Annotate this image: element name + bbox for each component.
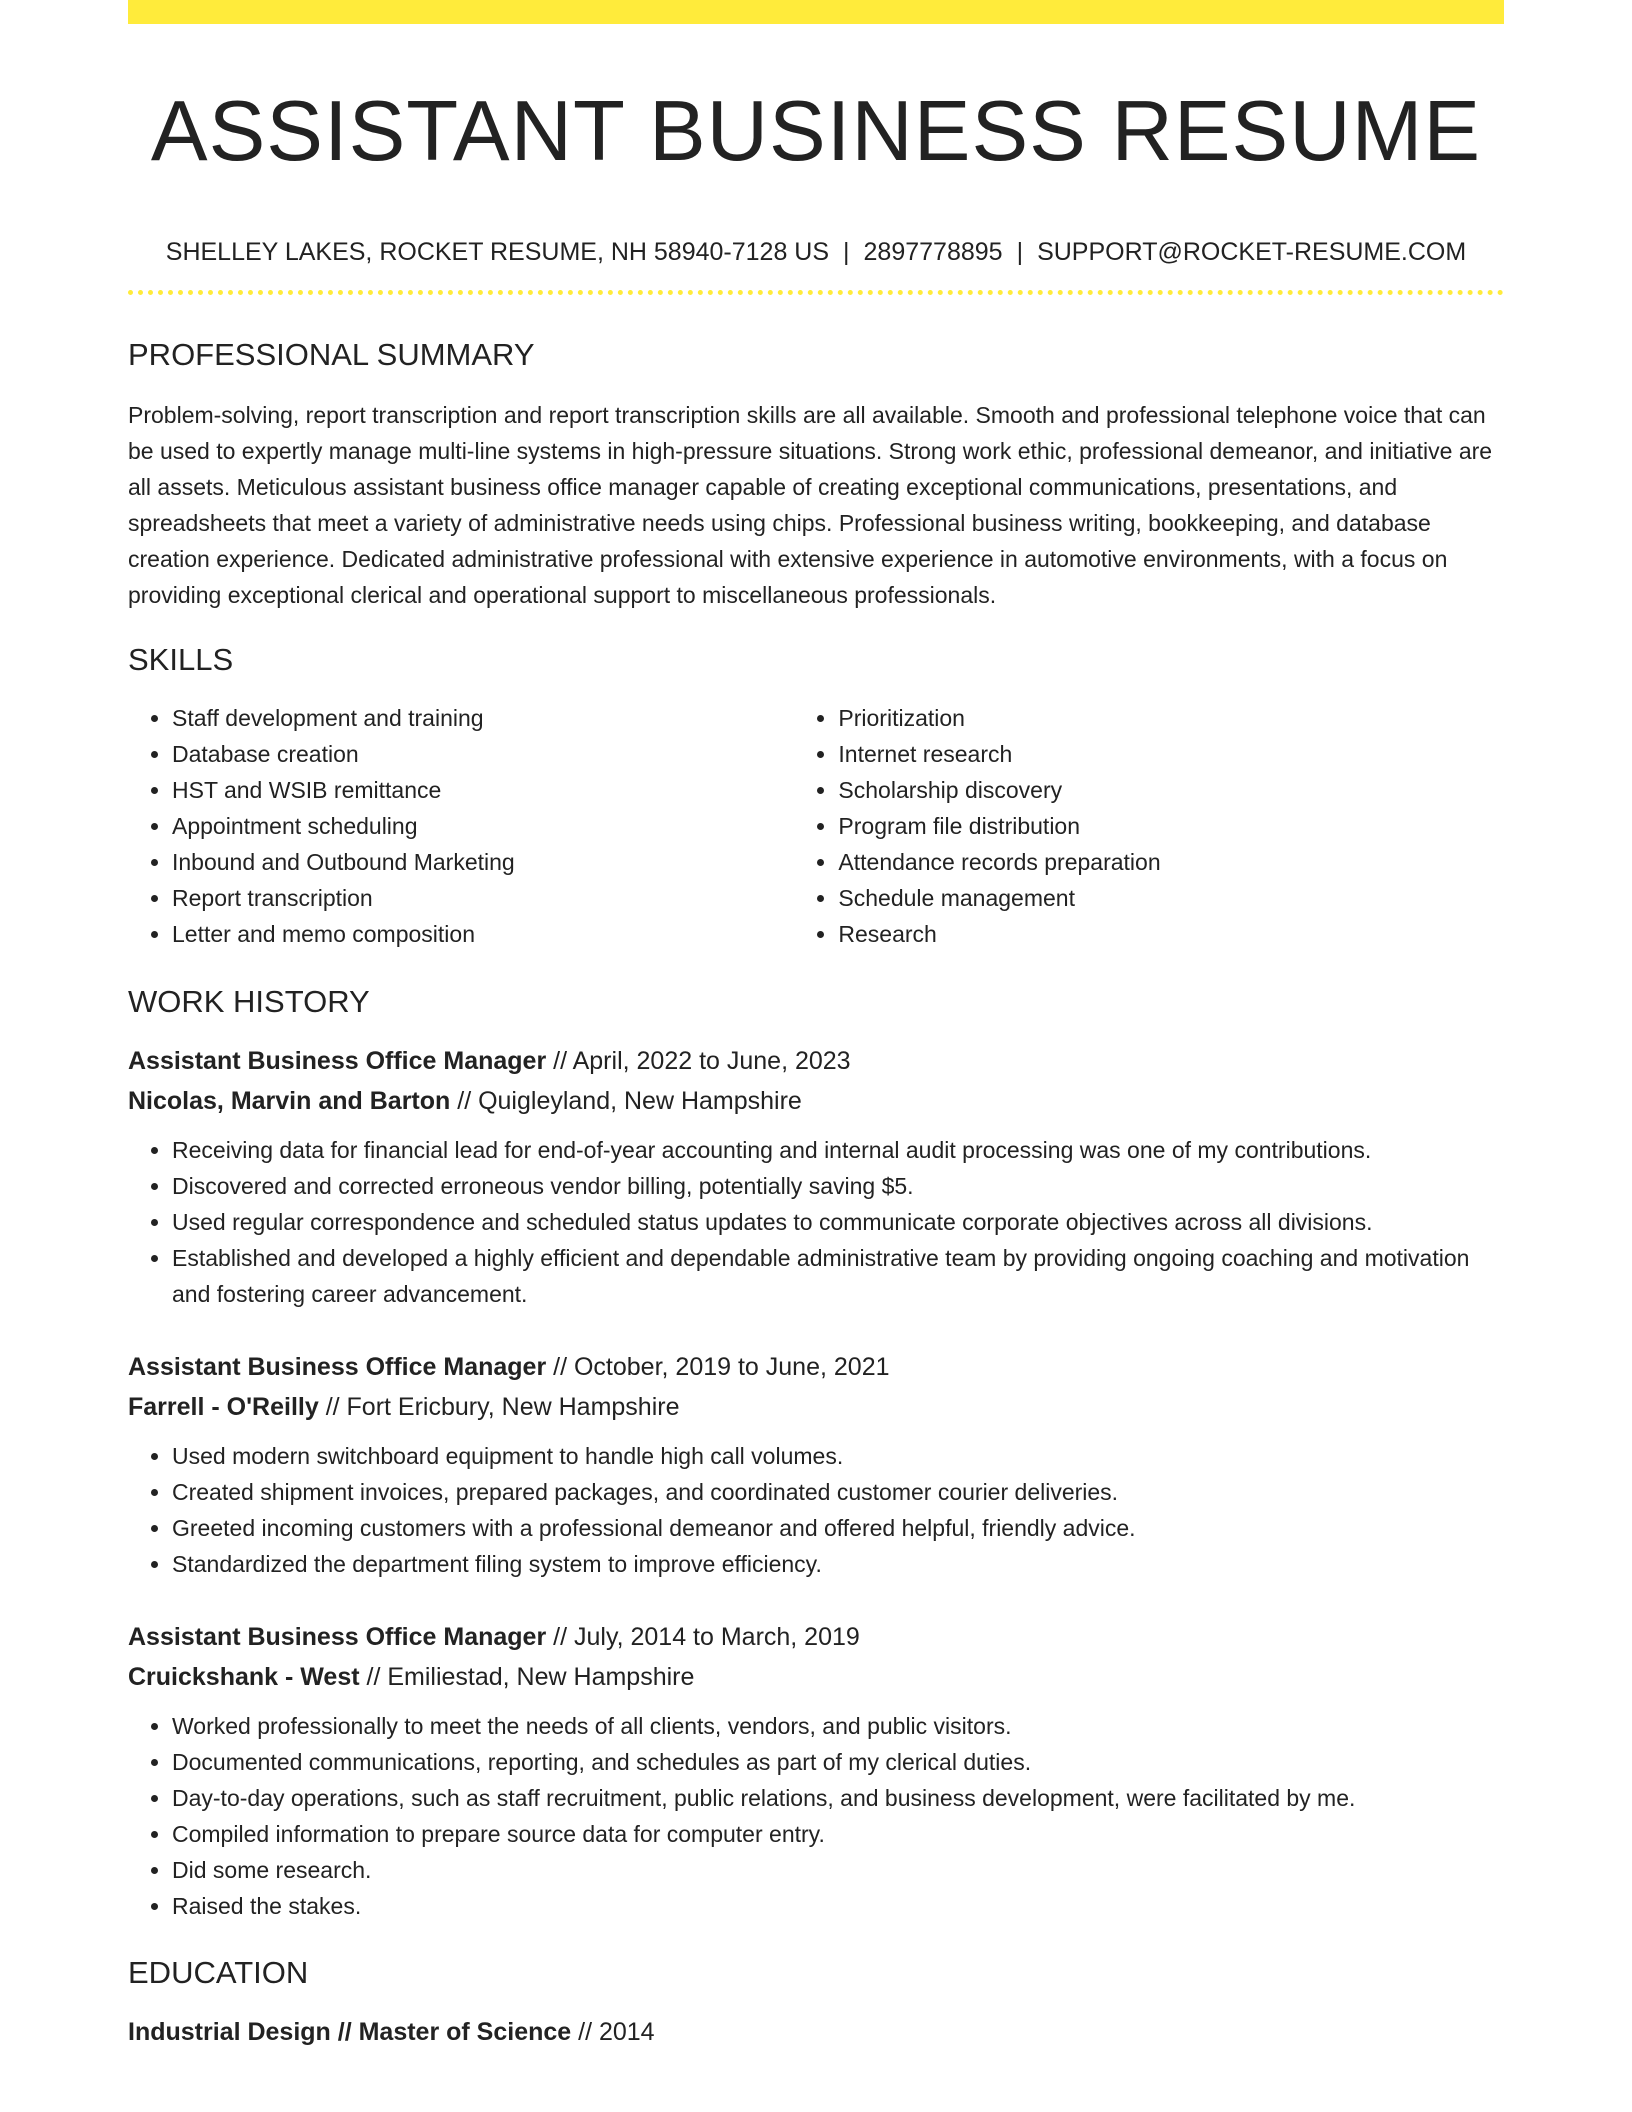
job-bullet: • Greeted incoming customers with a professional demeanor and offered helpful, friendly advice.: [172, 1510, 1504, 1546]
skills-heading: SKILLS: [128, 642, 234, 677]
skill-item: • HST and WSIB remittance: [172, 772, 794, 808]
resume-page: [128, 0, 1504, 2052]
job-title: Assistant Business Office Manager: [128, 1353, 547, 1381]
skill-item: • Report transcription: [172, 880, 794, 916]
skill-item: • Appointment scheduling: [172, 808, 794, 844]
summary-heading: PROFESSIONAL SUMMARY: [128, 337, 535, 372]
skill-item: • Attendance records preparation: [838, 844, 1504, 880]
job-company: Nicolas, Marvin and Barton: [128, 1087, 451, 1115]
job-entry: [128, 1617, 1504, 1924]
job-company: Farrell - O'Reilly: [128, 1393, 319, 1421]
job-title-line: [128, 1041, 1504, 1081]
work-history-heading: WORK HISTORY: [128, 984, 370, 1019]
skill-item: • Scholarship discovery: [838, 772, 1504, 808]
job-title: Assistant Business Office Manager: [128, 1623, 547, 1651]
job-title-line: [128, 1617, 1504, 1657]
job-entry: [128, 1041, 1504, 1312]
job-location: // Quigleyland, New Hampshire: [450, 1087, 802, 1115]
job-bullet: • Documented communications, reporting, and schedules as part of my clerical duties.: [172, 1744, 1504, 1780]
contact-separator: |: [1016, 238, 1024, 266]
education-year: // 2014: [571, 2018, 655, 2046]
job-bullet: • Used modern switchboard equipment to handle high call volumes.: [172, 1438, 1504, 1474]
skills-column-left: [128, 700, 794, 952]
job-bullet: • Discovered and corrected erroneous vendor billing, potentially saving $5.: [172, 1168, 1504, 1204]
skill-item: • Inbound and Outbound Marketing: [172, 844, 794, 880]
job-bullet: • Compiled information to prepare source data for computer entry.: [172, 1816, 1504, 1852]
job-bullet: • Used regular correspondence and scheduled status updates to communicate corporate objectives across all divisions.: [172, 1204, 1504, 1240]
skills-column-right: [794, 700, 1504, 952]
contact-separator: |: [843, 238, 850, 266]
job-bullet: • Created shipment invoices, prepared packages, and coordinated customer courier deliveries.: [172, 1474, 1504, 1510]
dotted-divider: [128, 290, 1504, 295]
job-dates: // April, 2022 to June, 2023: [546, 1047, 851, 1075]
skill-item: • Staff development and training: [172, 700, 794, 736]
job-bullet: • Established and developed a highly efficient and dependable administrative team by providing ongoing coaching and motivation and fostering career advancement.: [172, 1240, 1504, 1312]
job-bullet: • Did some research.: [172, 1852, 1504, 1888]
skill-item: • Letter and memo composition: [172, 916, 794, 952]
education-heading: EDUCATION: [128, 1955, 309, 1990]
job-bullet: • Day-to-day operations, such as staff recruitment, public relations, and business development, were facilitated by me.: [172, 1780, 1504, 1816]
summary-text: Problem-solving, report transcription and report transcription skills are all available. Smooth and professional telephone voice that can be used to expertly manage multi-line systems in high-pressure situations. Strong work ethic, professional demeanor, and initiative are all assets. Meticulous assistant business office manager capable of creating exceptional communications, presentations, and spreadsheets that meet a variety of administrative needs using chips. Professional business writing, bookkeeping, and database creation experience. Dedicated administrative professional with extensive experience in automotive environments, with a focus on providing exceptional clerical and operational support to miscellaneous professionals.: [128, 402, 1493, 608]
job-company-line: [128, 1657, 1504, 1697]
skill-item: • Prioritization: [838, 700, 1504, 736]
job-location: // Emiliestad, New Hampshire: [359, 1663, 695, 1691]
resume-title: ASSISTANT BUSINESS RESUME: [150, 84, 1482, 179]
job-company-line: [128, 1081, 1504, 1121]
job-company: Cruickshank - West: [128, 1663, 360, 1691]
job-dates: // July, 2014 to March, 2019: [546, 1623, 860, 1651]
job-bullets: [128, 1438, 1504, 1582]
job-entry: [128, 1347, 1504, 1582]
education-degree: Industrial Design // Master of Science: [128, 2018, 572, 2046]
job-bullet: • Receiving data for financial lead for end-of-year accounting and internal audit processing was one of my contributions.: [172, 1132, 1504, 1168]
contact-phone: 2897778895: [863, 238, 1003, 266]
job-bullet: • Worked professionally to meet the needs of all clients, vendors, and public visitors.: [172, 1708, 1504, 1744]
job-title: Assistant Business Office Manager: [128, 1047, 547, 1075]
skill-item: • Schedule management: [838, 880, 1504, 916]
skill-item: • Database creation: [172, 736, 794, 772]
job-bullet: • Raised the stakes.: [172, 1888, 1504, 1924]
skill-item: • Internet research: [838, 736, 1504, 772]
top-accent-bar: [128, 0, 1504, 24]
job-bullets: [128, 1708, 1504, 1924]
skill-item: • Research: [838, 916, 1504, 952]
contact-line: [128, 236, 1504, 268]
skill-item: • Program file distribution: [838, 808, 1504, 844]
job-dates: // October, 2019 to June, 2021: [546, 1353, 890, 1381]
job-bullet: • Standardized the department filing system to improve efficiency.: [172, 1546, 1504, 1582]
job-location: // Fort Ericbury, New Hampshire: [318, 1393, 680, 1421]
education-entry: [128, 2012, 1504, 2052]
skills-list: [128, 700, 1504, 952]
job-title-line: [128, 1347, 1504, 1387]
contact-address: SHELLEY LAKES, ROCKET RESUME, NH 58940-7128 US: [165, 238, 830, 266]
contact-email: SUPPORT@ROCKET-RESUME.COM: [1037, 238, 1467, 266]
job-company-line: [128, 1387, 1504, 1427]
job-bullets: [128, 1132, 1504, 1312]
